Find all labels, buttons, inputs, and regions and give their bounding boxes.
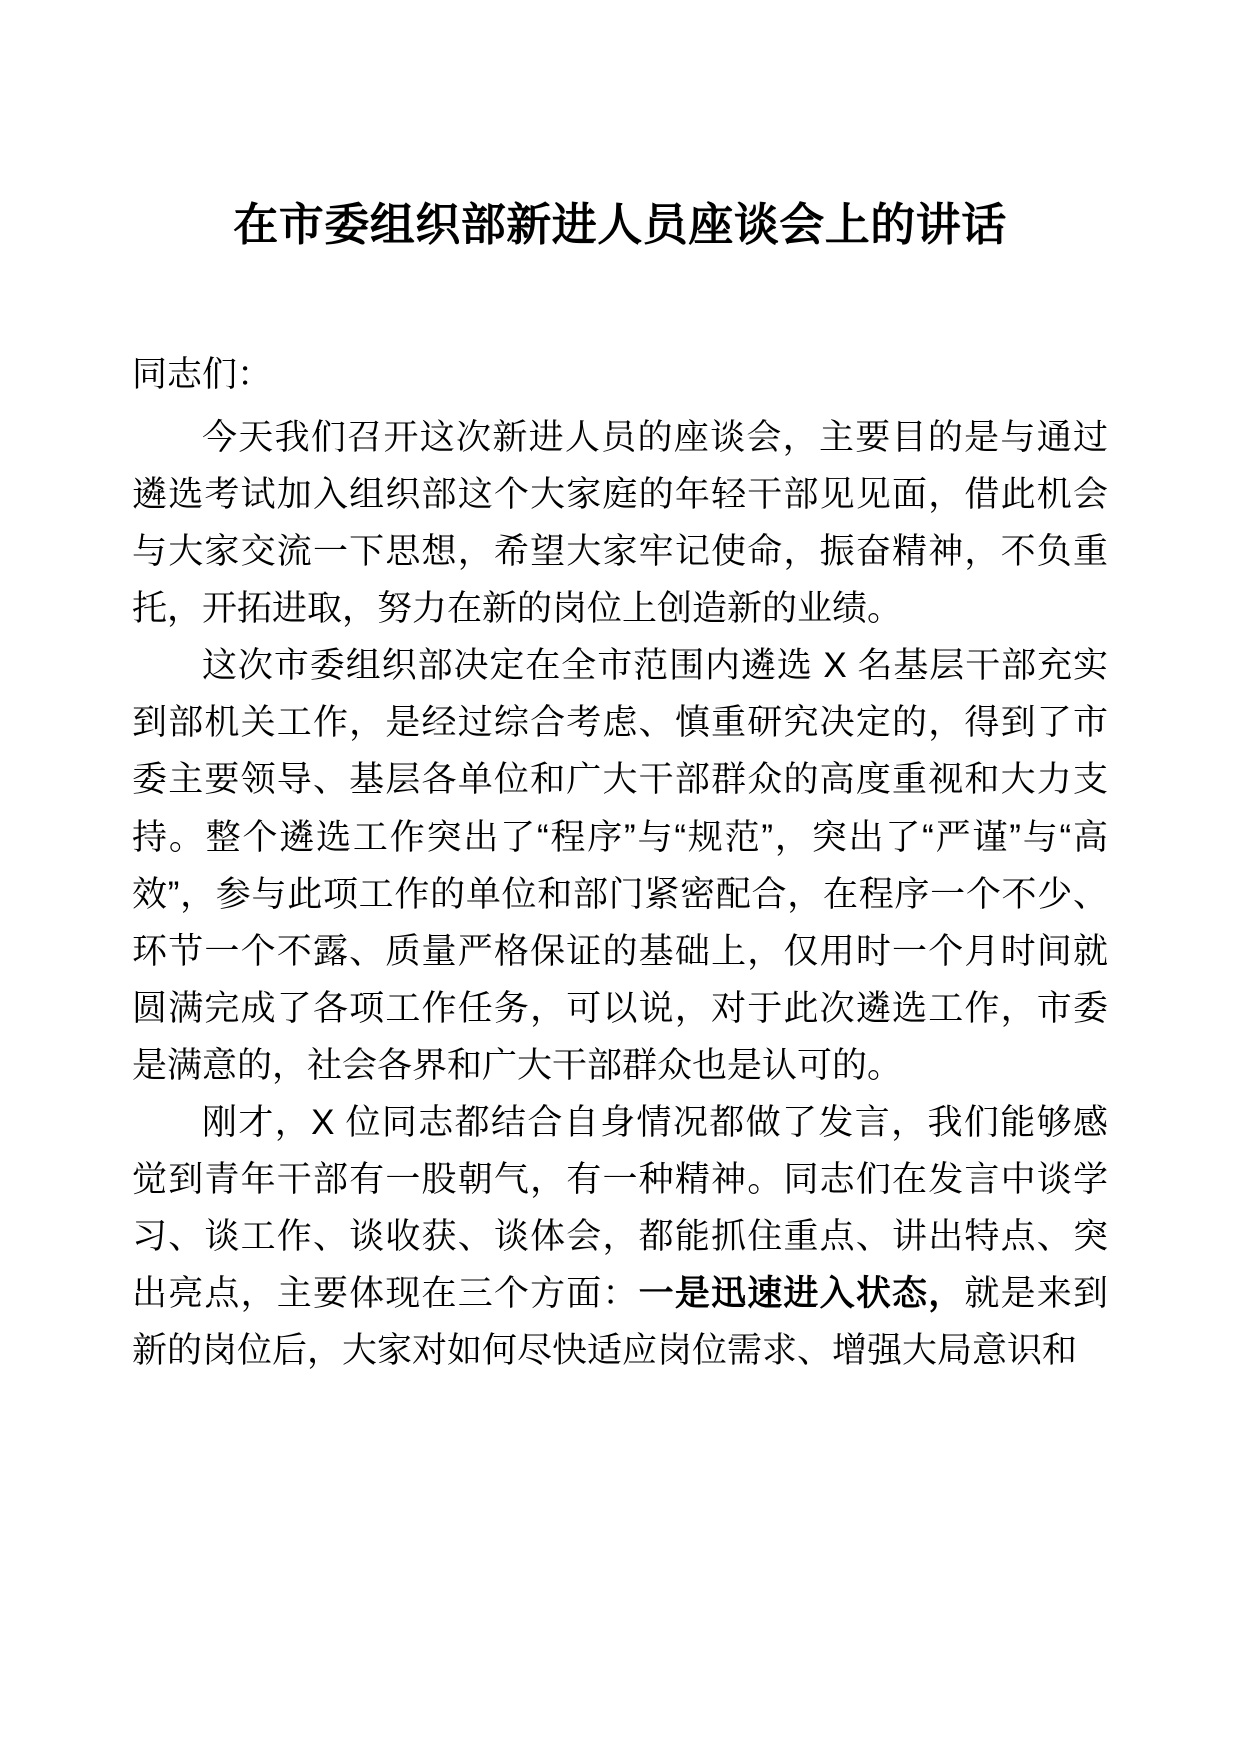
paragraph-3-text-after-emphasis: 就是来到新的岗位后，大家对如何尽快适应岗位需求、增强大局意识和	[132, 1273, 1108, 1370]
document-body	[132, 347, 1108, 1379]
paragraph-3-emphasis: 一是迅速进入状态，	[638, 1273, 965, 1313]
paragraph-1: 今天我们召开这次新进人员的座谈会，主要目的是与通过遴选考试加入组织部这个大家庭的年轻干部见见面，借此机会与大家交流一下思想，希望大家牢记使命，振奋精神，不负重托，开拓进取，努力在新的岗位上创造新的业绩。	[132, 418, 1108, 629]
salutation: 同志们：	[132, 354, 273, 394]
paragraph-2: 这次市委组织部决定在全市范围内遴选 X 名基层干部充实到部机关工作，是经过综合考虑、慎重研究决定的，得到了市委主要领导、基层各单位和广大干部群众的高度重视和大力支持。整个遴选工作突出了“程序”与“规范”，突出了“严谨”与“高效”，参与此项工作的单位和部门紧密配合，在程序一个不少、环节一个不露、质量严格保证的基础上，仅用时一个月时间就圆满完成了各项工作任务，可以说，对于此次遴选工作，市委是满意的，社会各界和广大干部群众也是认可的。	[132, 646, 1108, 1085]
paragraph-3	[132, 1094, 1108, 1379]
paragraph-3-text-before-emphasis: 刚才，X 位同志都结合自身情况都做了发言，我们能够感觉到青年干部有一股朝气，有一种精神。同志们在发言中谈学习、谈工作、谈收获、谈体会，都能抓住重点、讲出特点、突出亮点，主要体现在三个方面：	[132, 1102, 1108, 1313]
page-title: 在市委组织部新进人员座谈会上的讲话	[233, 199, 1007, 250]
